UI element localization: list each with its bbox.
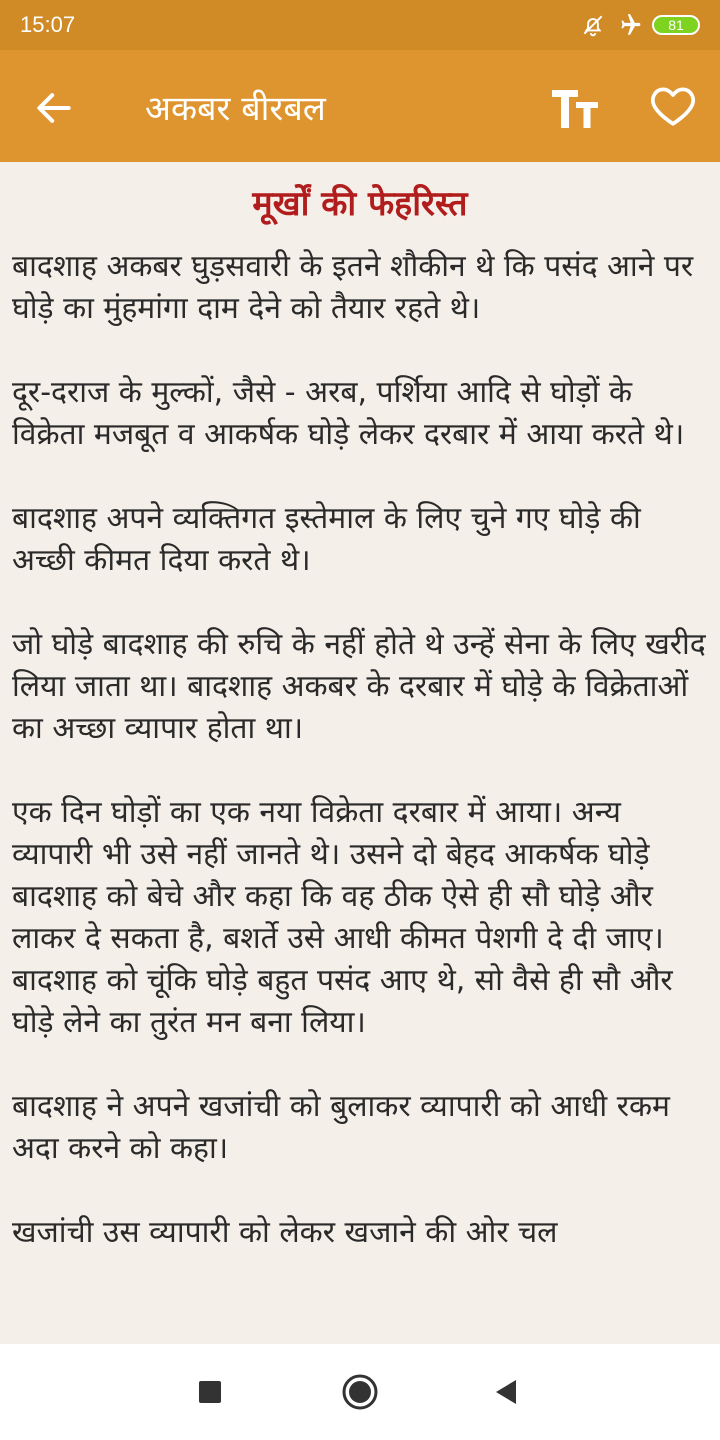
recents-square-icon[interactable] [188, 1370, 232, 1414]
status-bar [0, 0, 720, 50]
story-paragraph: बादशाह अकबर घुड़सवारी के इतने शौकीन थे कि पसंद आने पर घोड़े का मुंहमांगा दाम देने को तैयार रहते थे। [12, 249, 694, 326]
notifications-off-icon [580, 12, 606, 38]
story-paragraph: खजांची उस व्यापारी को लेकर खजाने की ओर चल [12, 1215, 558, 1250]
story-title: मूर्खों की फेहरिस्त [252, 184, 468, 224]
heart-outline-icon[interactable] [648, 80, 698, 130]
story-paragraph: बादशाह अपने व्यक्तिगत इस्तेमाल के लिए चुने गए घोड़े की अच्छी कीमत दिया करते थे। [12, 501, 641, 578]
story-paragraph: दूर-दराज के मुल्कों, जैसे - अरब, पर्शिया आदि से घोड़ों के विक्रेता मजबूत व आकर्षक घोड़े लेकर दरबार में आया करते थे। [12, 375, 685, 452]
status-time: 15:07 [20, 12, 76, 37]
battery-icon: 81 [652, 15, 700, 35]
home-circle-icon[interactable] [338, 1370, 382, 1414]
status-icons [580, 12, 700, 38]
story-content[interactable] [0, 162, 720, 1344]
story-paragraph: जो घोड़े बादशाह की रुचि के नहीं होते थे उन्हें सेना के लिए खरीद लिया जाता था। बादशाह अकबर के दरबार में घोड़े के विक्रेताओं का अच्छा व्यापार होता था। [12, 627, 706, 746]
back-arrow-icon[interactable] [32, 86, 76, 130]
story-paragraph: एक दिन घोड़ों का एक नया विक्रेता दरबार में आया। अन्य व्यापारी भी उसे नहीं जानते थे। उसने दो बेहद आकर्षक घोड़े बादशाह को बेचे और कहा कि वह ठीक ऐसे ही सौ घोड़े और लाकर दे सकता है, बशर्ते उसे आधी कीमत पेशगी दे दी जाए। बादशाह को चूंकि घोड़े बहुत पसंद आए थे, सो वैसे ही सौ और घोड़े लेने का तुरंत मन बना लिया। [12, 795, 673, 1040]
story-paragraph: बादशाह ने अपने खजांची को बुलाकर व्यापारी को आधी रकम अदा करने को कहा। [12, 1089, 670, 1166]
back-triangle-icon[interactable] [486, 1370, 530, 1414]
app-title: अकबर बीरबल [145, 89, 326, 129]
system-nav-bar [0, 1344, 720, 1440]
app-bar [0, 50, 720, 162]
text-size-icon[interactable] [550, 84, 602, 130]
airplane-icon [616, 12, 642, 38]
